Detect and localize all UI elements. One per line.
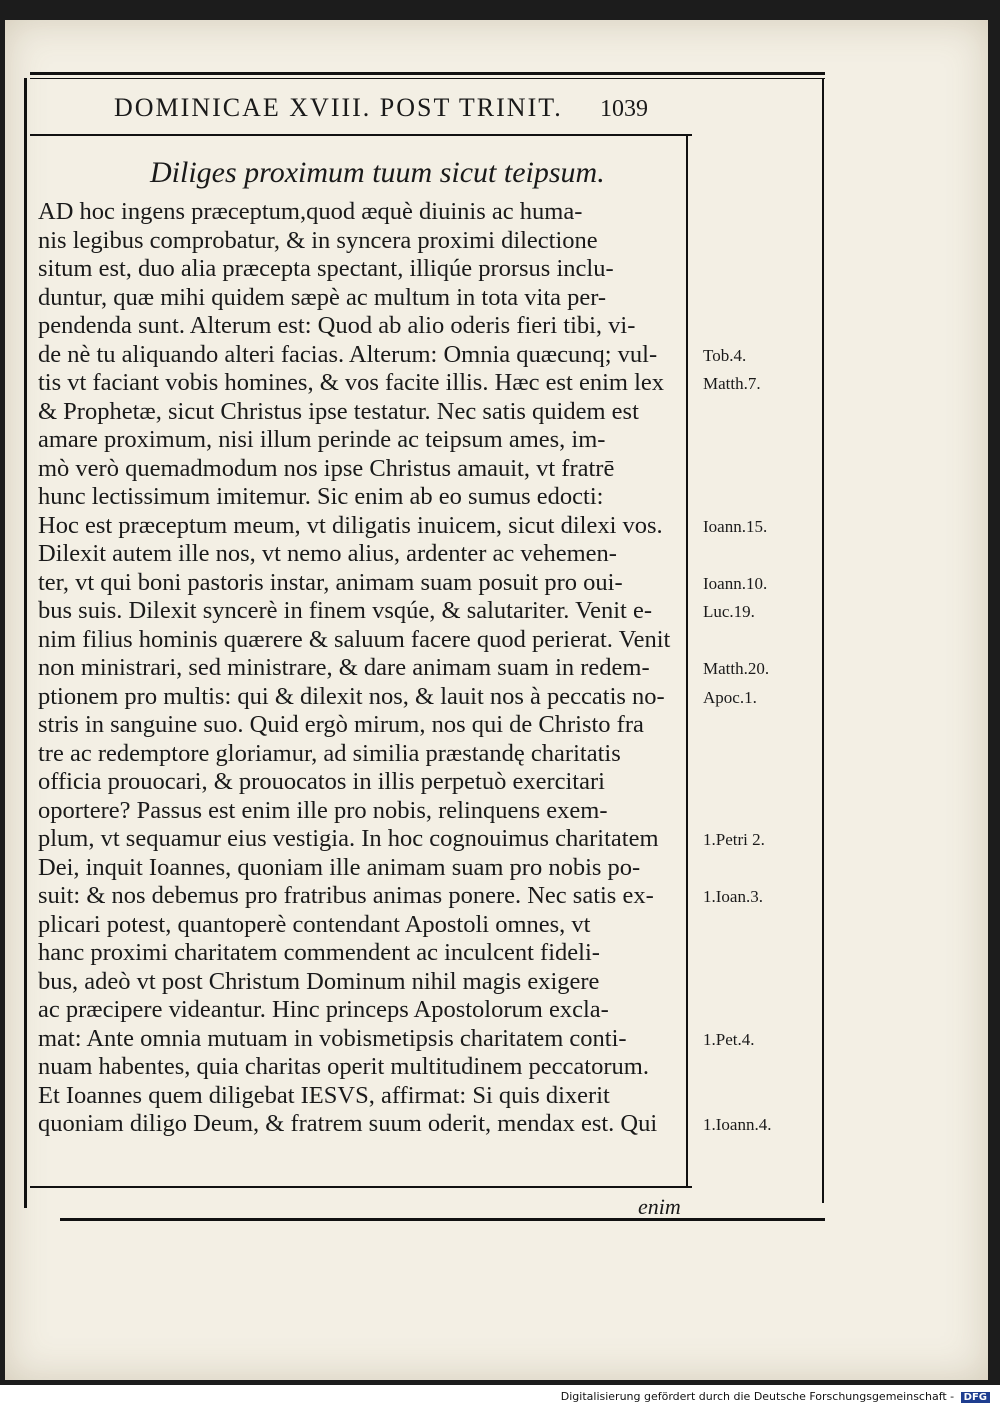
body-line: de nè tu aliquando alteri facias. Alterum: Omnia quæcunq; vul-: [38, 340, 658, 368]
body-line: suit: & nos debemus pro fratribus animas ponere. Nec satis ex-: [38, 882, 654, 909]
body-line: nis legibus comprobatur, & in syncera proximi dilectione: [38, 226, 598, 254]
margin-reference: Ioann.15.: [703, 516, 768, 536]
margin-reference: 1.Ioan.3.: [703, 887, 763, 906]
margin-reference: Matth.20.: [703, 659, 770, 678]
margin-reference: 1.Petri 2.: [703, 830, 765, 849]
margin-reference: Ioann.10.: [703, 573, 768, 593]
body-line: bus suis. Dilexit syncerè in finem vsqúe, & salutariter. Venit e-: [38, 597, 652, 624]
body-line: non ministrari, sed ministrare, & dare animam suam in redem-: [38, 654, 650, 681]
body-line: stris in sanguine suo. Quid ergò mirum, nos qui de Christo fra: [38, 711, 644, 738]
body-line: tre ac redemptore gloriamur, ad similia præstandę charitatis: [38, 739, 621, 767]
body-line: ptionem pro multis: qui & dilexit nos, & lauit nos à peccatis no-: [38, 682, 665, 710]
body-line: Dei, inquit Ioannes, quoniam ille animam suam pro nobis po-: [38, 853, 641, 881]
body-line: nuam habentes, quia charitas operit multitudinem peccatorum.: [38, 1053, 649, 1080]
body-line: bus, adeò vt post Christum Dominum nihil magis exigere: [38, 967, 600, 995]
body-line: hanc proximi charitatem commendent ac inculcent fideli-: [38, 939, 600, 966]
body-line: plicari potest, quantoperè contendant Apostoli omnes, vt: [38, 910, 591, 938]
column-divider-rule: [686, 136, 688, 1188]
body-line: hunc lectissimum imitemur. Sic enim ab eo sumus edocti:: [38, 483, 604, 510]
section-heading: Diliges proximum tuum sicut teipsum.: [150, 156, 605, 189]
body-line: mat: Ante omnia mutuam in vobismetipsis charitatem conti-: [38, 1024, 627, 1052]
body-line: Hoc est præceptum meum, vt diligatis inuicem, sicut dilexi vos.: [38, 511, 663, 539]
body-line: pendenda sunt. Alterum est: Quod ab alio oderis fieri tibi, vi-: [38, 312, 636, 339]
page-number: 1039: [600, 96, 648, 122]
margin-reference: Tob.4.: [703, 345, 747, 365]
body-line: ac præcipere videantur. Hinc princeps Apostolorum excla-: [38, 996, 609, 1023]
left-frame-rule: [24, 78, 27, 1208]
body-line: amare proximum, nisi illum perinde ac teipsum ames, im-: [38, 426, 606, 453]
digitization-credit: [561, 1390, 990, 1403]
body-line: quoniam diligo Deum, & fratrem suum oderit, mendax est. Qui: [38, 1110, 658, 1137]
running-head: DOMINICAE XVIII. POST TRINIT.: [114, 93, 563, 122]
margin-reference: Matth.7.: [703, 374, 761, 393]
body-line: mò verò quemadmodum nos ipse Christus amauit, vt fratrē: [38, 454, 615, 482]
margin-reference: 1.Pet.4.: [703, 1029, 755, 1049]
header-underline-rule: [30, 134, 692, 136]
body-line: tis vt faciant vobis homines, & vos facite illis. Hæc est enim lex: [38, 369, 665, 396]
margin-reference: 1.Ioann.4.: [703, 1115, 772, 1134]
body-line: nim filius hominis quærere & saluum facere quod perierat. Venit: [38, 625, 671, 653]
top-rule: [30, 72, 825, 75]
body-line: plum, vt sequamur eius vestigia. In hoc cognouimus charitatem: [38, 825, 659, 852]
body-line: situm est, duo alia præcepta spectant, illiqúe prorsus inclu-: [38, 255, 614, 282]
bottom-frame-rule: [60, 1218, 825, 1221]
margin-reference: Luc.19.: [703, 602, 755, 621]
body-line: Dilexit autem ille nos, vt nemo alius, ardenter ac vehemen-: [38, 540, 617, 567]
margin-reference: Apoc.1.: [703, 687, 757, 707]
body-line: & Prophetæ, sicut Christus ipse testatur. Nec satis quidem est: [38, 397, 639, 425]
body-line: AD hoc ingens præceptum,quod æquè diuinis ac huma-: [38, 198, 583, 225]
body-line: ter, vt qui boni pastoris instar, animam suam posuit pro oui-: [38, 568, 623, 596]
text-bottom-rule: [30, 1186, 692, 1188]
body-line: officia prouocari, & prouocatos in illis perpetuò exercitari: [38, 768, 605, 795]
dfg-logo: DFG: [961, 1392, 990, 1403]
body-line: Et Ioannes quem diligebat IESVS, affirmat: Si quis dixerit: [38, 1081, 610, 1109]
body-line: oportere? Passus est enim ille pro nobis, relinquens exem-: [38, 796, 608, 824]
body-line: duntur, quæ mihi quidem sæpè ac multum in tota vita per-: [38, 283, 607, 311]
credit-text: Digitalisierung gefördert durch die Deutsche Forschungsgemeinschaft -: [560, 1390, 955, 1403]
top-rule-thin: [30, 78, 825, 79]
right-frame-rule: [822, 78, 824, 1203]
catchword: enim: [638, 1194, 681, 1219]
body-text: [38, 198, 686, 1139]
